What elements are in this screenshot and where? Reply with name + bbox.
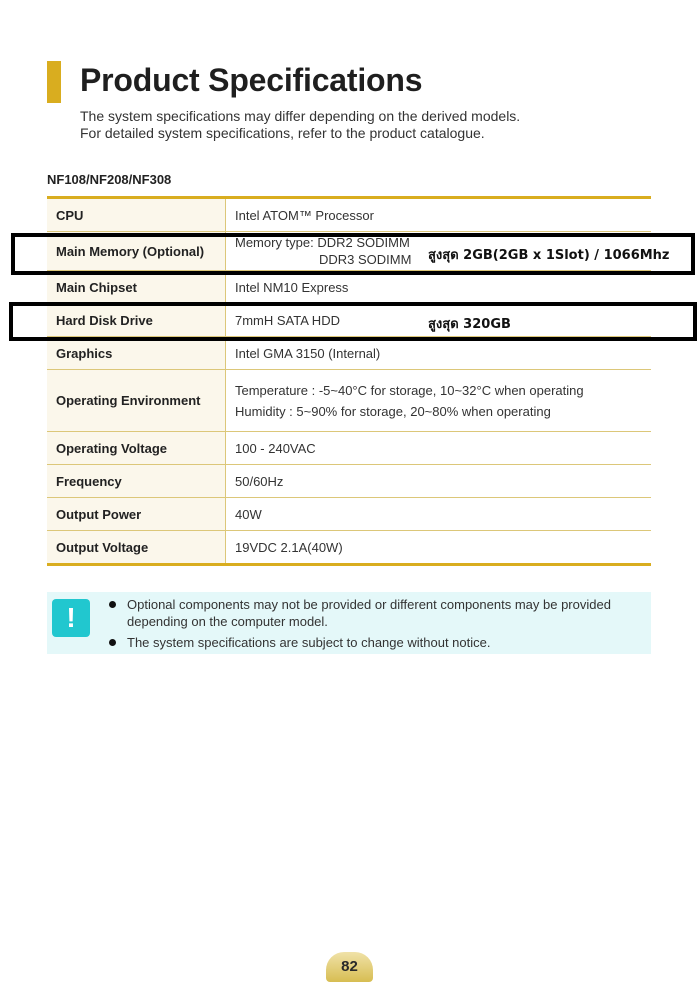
table-row [47, 337, 651, 370]
table-row [47, 432, 651, 465]
subtitle-line-2: For detailed system specifications, refer to the product catalogue. [80, 125, 485, 141]
note-list [107, 596, 637, 655]
spec-label: Graphics [47, 337, 226, 370]
spec-value: 19VDC 2.1A(40W) [235, 539, 343, 555]
memory-type-line-2: DDR3 SODIMM [319, 252, 412, 267]
spec-label: Output Power [47, 498, 226, 531]
note-item: The system specifications are subject to change without notice. [107, 634, 637, 651]
page-number: 82 [326, 952, 373, 982]
table-row [47, 370, 651, 432]
spec-value [226, 370, 652, 432]
spec-value: Intel GMA 3150 (Internal) [235, 345, 381, 361]
hdd-highlight-box [9, 302, 697, 341]
spec-value: Intel NM10 Express [235, 279, 349, 295]
title-accent-bar [47, 61, 61, 103]
note-item: Optional components may not be provided or different components may be provided depending on the computer model. [107, 596, 637, 630]
table-row [47, 531, 651, 565]
table-row [47, 498, 651, 531]
model-heading: NF108/NF208/NF308 [47, 172, 172, 187]
spec-label: Frequency [47, 465, 226, 498]
exclamation-icon: ! [52, 599, 90, 637]
spec-value: 100 - 240VAC [235, 440, 316, 456]
spec-label: CPU [47, 198, 226, 232]
environment-humidity: Humidity : 5~90% for storage, 20~80% when operating [235, 403, 551, 419]
environment-temperature: Temperature : -5~40°C for storage, 10~32°C when operating [235, 382, 584, 398]
table-row [47, 465, 651, 498]
memory-annotation: สูงสุด 2GB(2GB x 1Slot) / 1066Mhz [428, 248, 670, 263]
table-row [47, 198, 651, 232]
spec-label: Main Chipset [47, 271, 226, 304]
spec-value: 40W [235, 506, 262, 522]
table-row [47, 271, 651, 304]
spec-value: Intel ATOM™ Processor [235, 207, 374, 223]
spec-value: 50/60Hz [235, 473, 284, 489]
spec-value: 7mmH SATA HDD [235, 312, 340, 328]
memory-type-line-1: Memory type: DDR2 SODIMM [235, 235, 410, 250]
spec-label: Output Voltage [47, 531, 226, 565]
spec-label: Hard Disk Drive [47, 304, 226, 337]
note-box [47, 592, 651, 654]
page-title: Product Specifications [80, 62, 423, 98]
spec-label: Main Memory (Optional) [47, 232, 226, 271]
subtitle-line-1: The system specifications may differ depending on the derived models. [80, 108, 521, 124]
hdd-annotation: สูงสุด 320GB [428, 317, 511, 332]
spec-label: Operating Voltage [47, 432, 226, 465]
spec-label: Operating Environment [47, 370, 226, 432]
